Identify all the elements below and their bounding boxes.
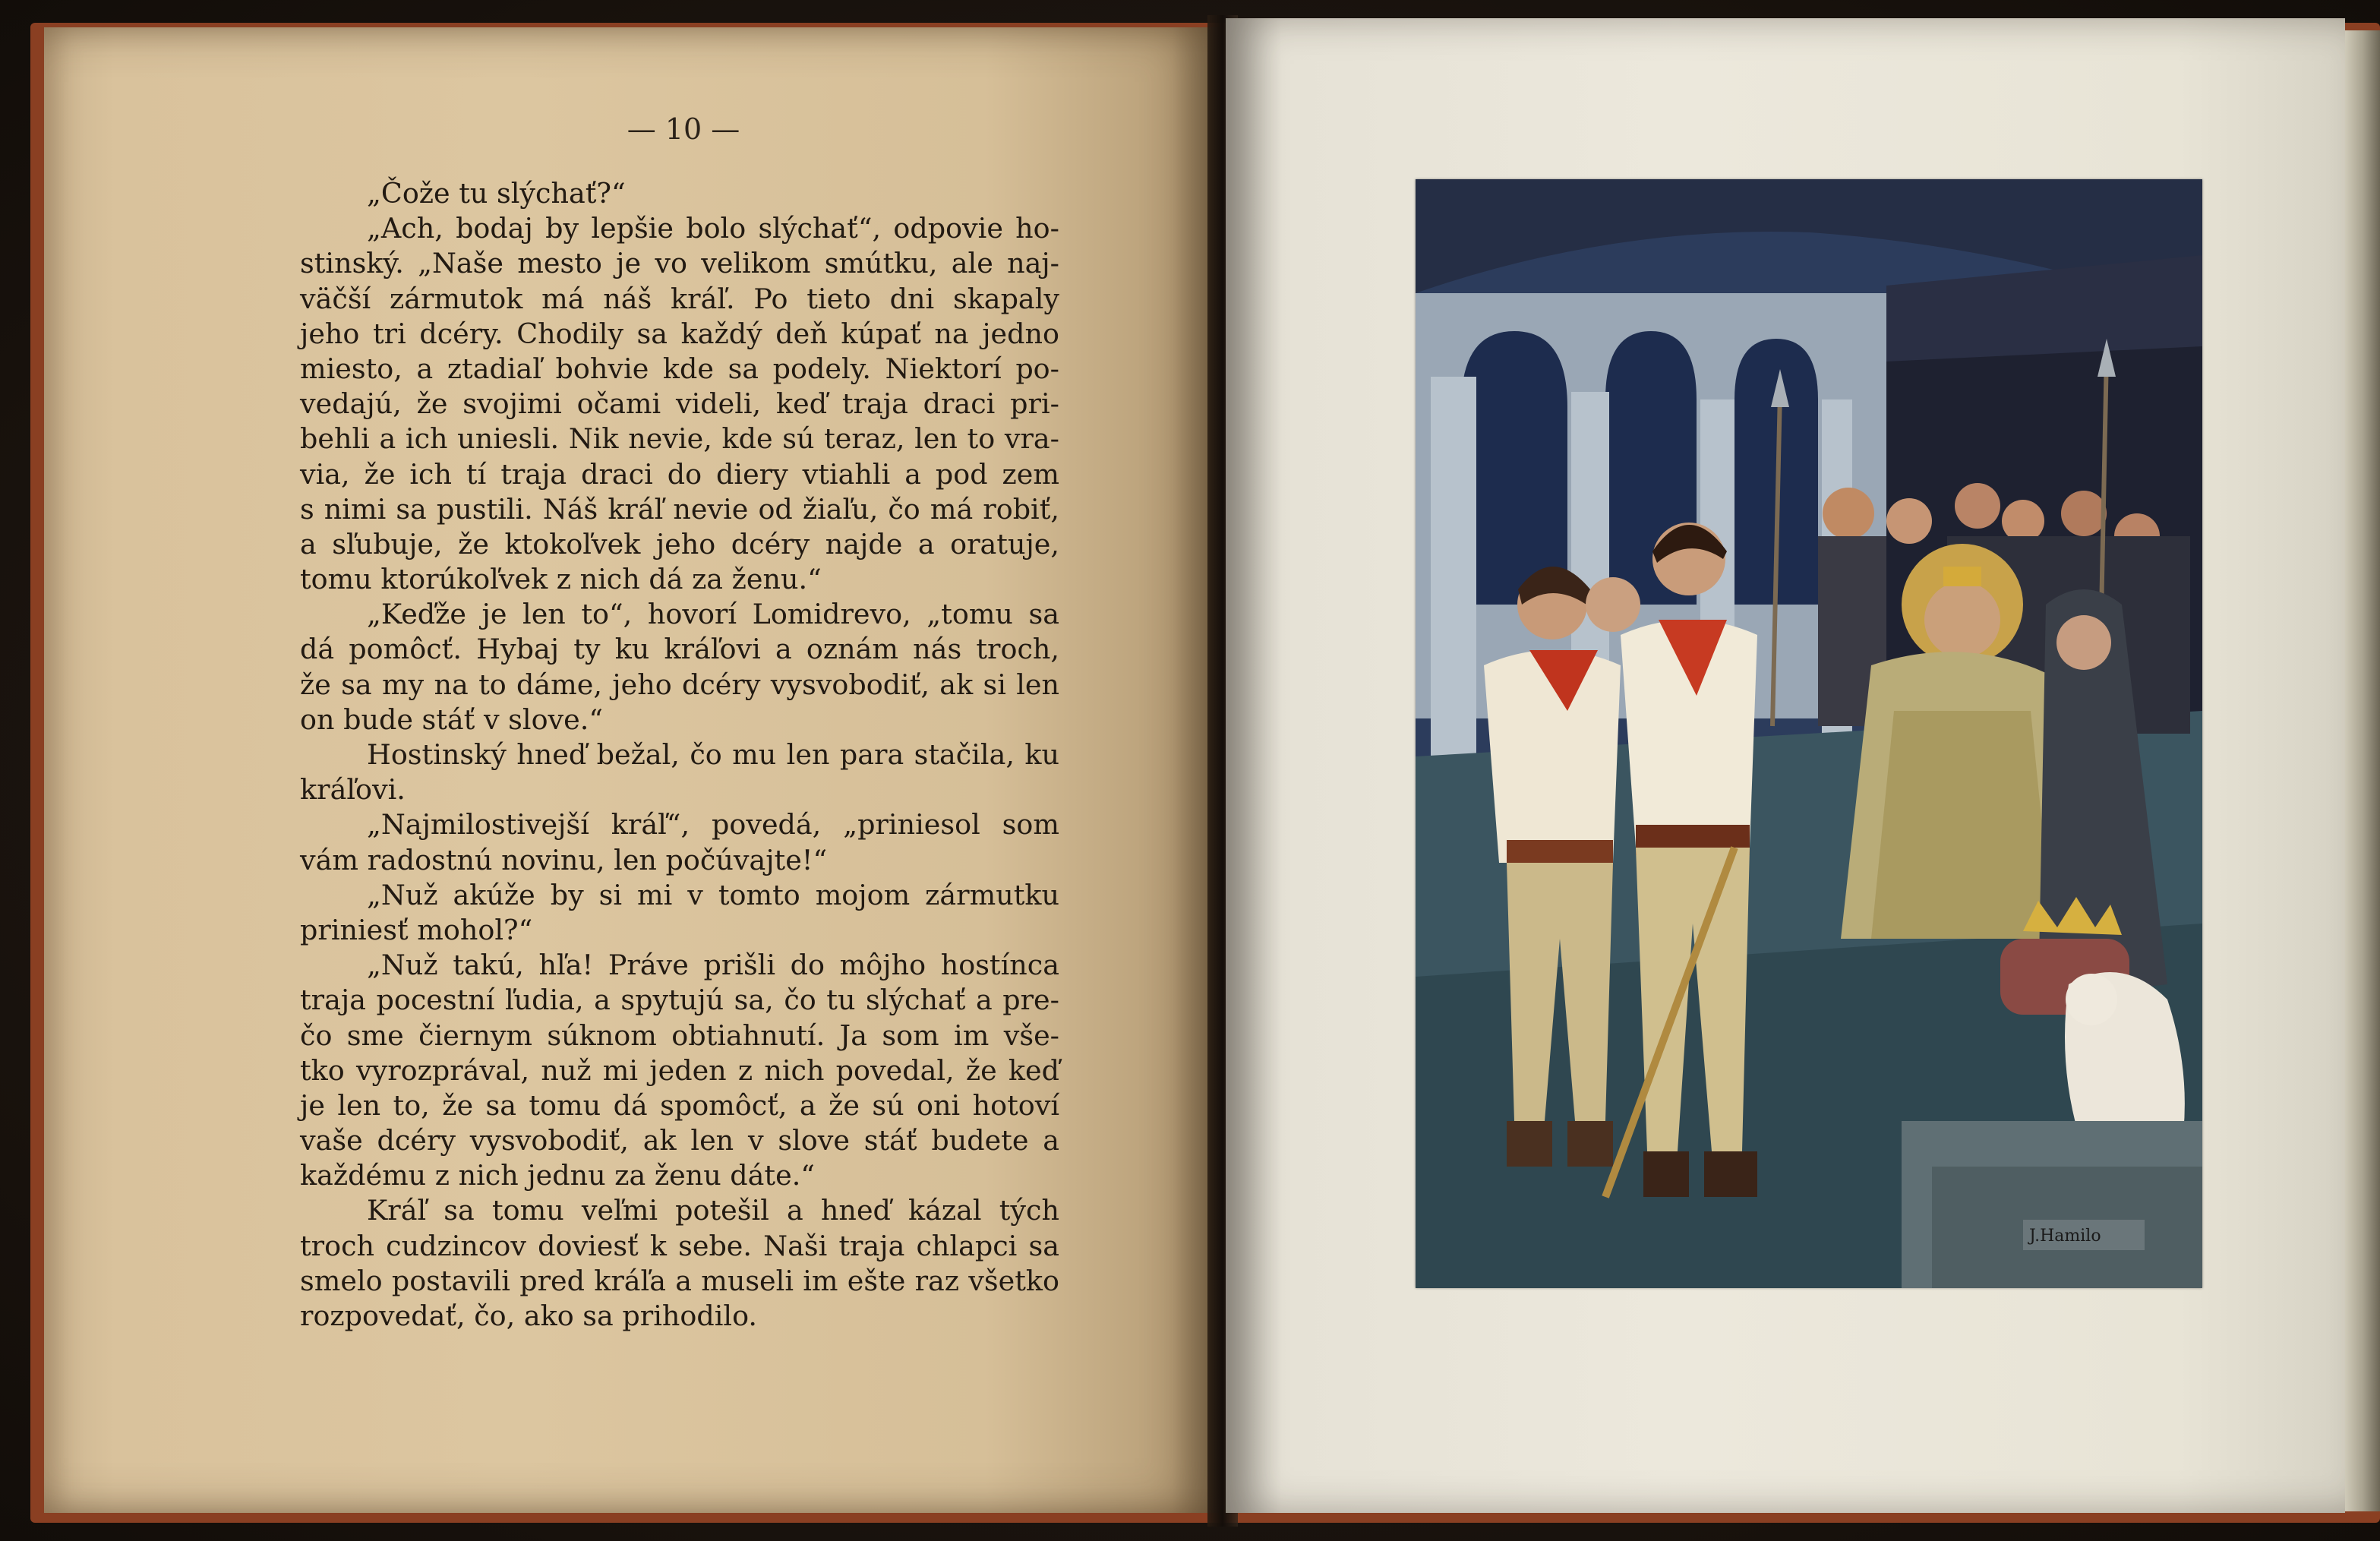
page-number: — 10 —	[627, 112, 740, 146]
text-line: „Keďže je len to“, hovorí Lomidrevo, „tomu sa	[367, 598, 1059, 631]
text-line: s nimi sa pustili. Náš kráľ nevie od žiaľu, čo má robiť,	[300, 492, 1059, 526]
text-line: priniesť mohol?“	[300, 913, 533, 946]
text-line: tko vyrozprával, nuž mi jeden z nich povedal, že keď	[300, 1053, 1059, 1087]
text-line: kráľovi.	[300, 773, 406, 807]
text-line: väčší zármutok má náš kráľ. Po tieto dni skapaly	[300, 282, 1059, 315]
illustration-signature: J.Hamilo	[2029, 1227, 2101, 1246]
text-line: jeho tri dcéry. Chodily sa každý deň kúpať na jedno	[300, 317, 1059, 350]
text-line: vedajú, že svojimi očami videli, keď traja draci pri-	[300, 387, 1059, 421]
text-line: „Nuž akúže by si mi v tomto mojom zármutku	[367, 878, 1059, 911]
text-line: traja pocestní ľudia, a spytujú sa, čo tu slýchať a pre-	[300, 984, 1059, 1017]
text-line: on bude stáť v slove.“	[300, 703, 604, 736]
text-line: via, že ich tí traja draci do diery vtiahli a pod zem	[300, 457, 1059, 491]
text-line: „Nuž takú, hľa! Práve prišli do môjho hostínca	[367, 949, 1059, 982]
page-text	[300, 176, 1059, 1334]
text-line: každému z nich jednu za ženu dáte.“	[300, 1159, 815, 1192]
text-line: troch cudzincov doviesť k sebe. Naši traja chlapci sa	[300, 1229, 1059, 1262]
text-line: Kráľ sa tomu veľmi potešil a hneď kázal tých	[367, 1194, 1059, 1227]
text-line: stinský. „Naše mesto je vo velikom smútku, ale naj-	[300, 247, 1059, 280]
text-line: a sľubuje, že ktokoľvek jeho dcéry najde a oratuje,	[300, 527, 1059, 561]
text-line: Hostinský hneď bežal, čo mu len para stačila, ku	[367, 738, 1059, 771]
text-line: rozpovedať, čo, ako sa prihodilo.	[300, 1299, 758, 1332]
text-line: čo sme čiernym súknom obtiahnutí. Ja som im vše-	[300, 1018, 1059, 1052]
text-line: behli a ich uniesli. Nik nevie, kde sú teraz, len to vra-	[300, 422, 1059, 456]
text-line: miesto, a ztadiaľ bohvie kde sa podely. Niektorí po-	[300, 352, 1059, 385]
text-line: že sa my na to dáme, jeho dcéry vysvobodiť, ak si len	[300, 668, 1059, 701]
text-line: vaše dcéry vysvobodiť, ak len v slove stáť budete a	[300, 1124, 1059, 1157]
text-line: vám radostnú novinu, len počúvajte!“	[300, 843, 828, 876]
text-line: je len to, že sa tomu dá spomôcť, a že sú oni hotoví	[300, 1088, 1059, 1122]
text-line: „Najmilostivejší kráľ“, povedá, „priniesol som	[367, 808, 1059, 842]
illustration-king-audience	[1416, 179, 2202, 1288]
text-line: „Ach, bodaj by lepšie bolo slýchať“, odpovie ho-	[367, 212, 1059, 245]
text-line: tomu ktorúkoľvek z nich dá za ženu.“	[300, 563, 822, 596]
text-line: „Čože tu slýchať?“	[367, 177, 626, 210]
page-edges	[2345, 30, 2380, 1511]
text-line: smelo postavili pred kráľa a museli im ešte raz všetko	[300, 1264, 1059, 1297]
text-line: dá pomôcť. Hybaj ty ku kráľovi a oznám nás troch,	[300, 633, 1059, 666]
